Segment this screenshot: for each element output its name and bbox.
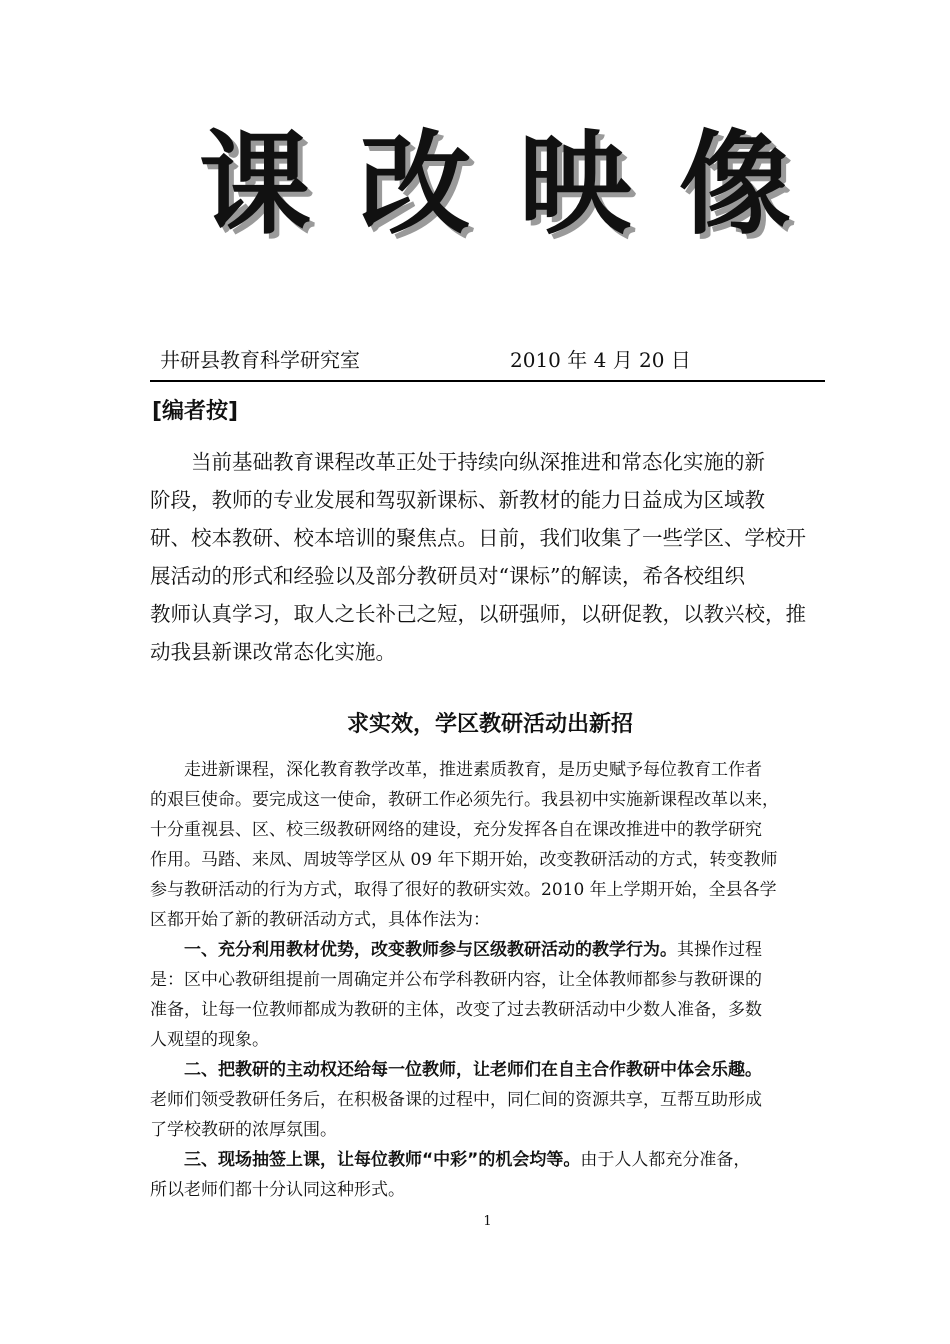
article-body: [150, 755, 830, 1205]
editor-note-paragraph: [150, 443, 830, 671]
text-line: 的艰巨使命。要完成这一使命，教研工作必须先行。我县初中实施新课程改革以来，: [150, 790, 779, 810]
masthead-char: 课: [199, 120, 311, 250]
text-line: 教师认真学习，取人之长补己之短，以研强师，以研促教，以教兴校，推: [150, 602, 806, 626]
publish-date: 2010 年 4 月 20 日: [510, 348, 691, 372]
masthead-char: 改: [359, 120, 471, 250]
text-line: 了学校教研的浓厚氛围。: [150, 1120, 337, 1140]
header-rule: [150, 380, 825, 382]
text-line: 动我县新课改常态化实施。: [150, 640, 396, 664]
point-three-line: [150, 1145, 830, 1175]
masthead-char: 像: [679, 120, 791, 250]
text-line: 是：区中心教研组提前一周确定并公布学科教研内容，让全体教师都参与教研课的: [150, 970, 762, 990]
text-line: 作用。马踏、来凤、周坡等学区从 09 年下期开始，改变教研活动的方式，转变教师: [150, 850, 778, 870]
page-number: 1: [483, 1214, 492, 1229]
point-three-heading: 三、现场抽签上课，让每位教师“中彩”的机会均等。: [184, 1150, 581, 1170]
text-line: 老师们领受教研任务后，在积极备课的过程中，同仁间的资源共享，互帮互助形成: [150, 1090, 762, 1110]
point-one-text: 其操作过程: [677, 940, 762, 960]
text-line: 当前基础教育课程改革正处于持续向纵深推进和常态化实施的新: [191, 450, 765, 474]
point-two-heading: 二、把教研的主动权还给每一位教师，让老师们在自主合作教研中体会乐趣。: [184, 1060, 762, 1080]
text-line: 十分重视县、区、校三级教研网络的建设，充分发挥各自在课改推进中的教学研究: [150, 820, 762, 840]
text-line: 所以老师们都十分认同这种形式。: [150, 1180, 405, 1200]
masthead-title: [150, 120, 830, 260]
text-line: 阶段，教师的专业发展和驾驭新课标、新教材的能力日益成为区域教: [150, 488, 765, 512]
text-line: 准备，让每一位教师都成为教研的主体，改变了过去教研活动中少数人准备，多数: [150, 1000, 762, 1020]
point-two-line: [150, 1055, 830, 1085]
text-line: 走进新课程，深化教育教学改革，推进素质教育，是历史赋予每位教育工作者: [184, 760, 762, 780]
text-line: 人观望的现象。: [150, 1030, 269, 1050]
text-line: 区都开始了新的教研活动方式，具体作法为：: [150, 910, 490, 930]
text-line: 研、校本教研、校本培训的聚焦点。日前，我们收集了一些学区、学校开: [150, 526, 806, 550]
publisher-name: 井研县教育科学研究室: [160, 348, 360, 372]
editor-note-tag: [编者按]: [152, 399, 239, 424]
point-one-heading: 一、充分利用教材优势，改变教师参与区级教研活动的教学行为。: [184, 940, 677, 960]
text-line: 展活动的形式和经验以及部分教研员对“课标”的解读，希各校组织: [150, 564, 745, 588]
point-three-text: 由于人人都充分准备，: [580, 1150, 751, 1170]
masthead-char: 映: [519, 120, 631, 250]
text-line: 参与教研活动的行为方式，取得了很好的教研实效。2010 年上学期开始，全县各学: [150, 880, 777, 900]
article-title: 求实效，学区教研活动出新招: [346, 712, 633, 737]
point-one-line: [150, 935, 830, 965]
